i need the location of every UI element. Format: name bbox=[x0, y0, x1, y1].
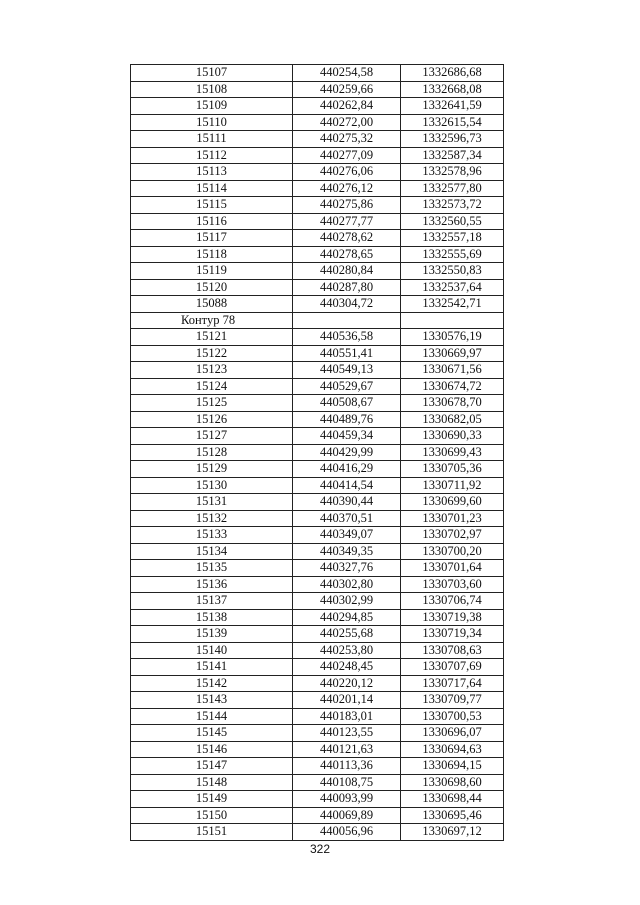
y-coordinate-cell: 1330719,38 bbox=[401, 609, 504, 626]
y-coordinate-cell: 1332578,96 bbox=[401, 164, 504, 181]
table-body bbox=[131, 65, 504, 841]
x-coordinate-cell: 440302,80 bbox=[293, 576, 401, 593]
point-id-cell: 15114 bbox=[131, 180, 293, 197]
x-coordinate-cell: 440536,58 bbox=[293, 329, 401, 346]
table-row bbox=[131, 510, 504, 527]
x-coordinate-cell: 440302,99 bbox=[293, 593, 401, 610]
y-coordinate-cell: 1332560,55 bbox=[401, 213, 504, 230]
coordinates-table bbox=[130, 64, 504, 841]
table-row bbox=[131, 378, 504, 395]
table-row bbox=[131, 774, 504, 791]
point-id-cell: 15110 bbox=[131, 114, 293, 131]
point-id-cell: 15129 bbox=[131, 461, 293, 478]
point-id-cell: 15133 bbox=[131, 527, 293, 544]
table-row bbox=[131, 692, 504, 709]
table-row bbox=[131, 329, 504, 346]
x-coordinate-cell: 440416,29 bbox=[293, 461, 401, 478]
x-coordinate-cell: 440255,68 bbox=[293, 626, 401, 643]
x-coordinate-cell: 440275,86 bbox=[293, 197, 401, 214]
y-coordinate-cell: 1330669,97 bbox=[401, 345, 504, 362]
y-coordinate-cell: 1330708,63 bbox=[401, 642, 504, 659]
point-id-cell: 15111 bbox=[131, 131, 293, 148]
point-id-cell: 15148 bbox=[131, 774, 293, 791]
point-id-cell: 15140 bbox=[131, 642, 293, 659]
point-id-cell: 15112 bbox=[131, 147, 293, 164]
y-coordinate-cell: 1332542,71 bbox=[401, 296, 504, 313]
x-coordinate-cell: 440220,12 bbox=[293, 675, 401, 692]
y-coordinate-cell: 1330671,56 bbox=[401, 362, 504, 379]
y-coordinate-cell: 1332555,69 bbox=[401, 246, 504, 263]
point-id-cell: 15135 bbox=[131, 560, 293, 577]
y-coordinate-cell: 1330678,70 bbox=[401, 395, 504, 412]
x-coordinate-cell: 440259,66 bbox=[293, 81, 401, 98]
y-coordinate-cell: 1332668,08 bbox=[401, 81, 504, 98]
point-id-cell: 15138 bbox=[131, 609, 293, 626]
table-row bbox=[131, 626, 504, 643]
table-row bbox=[131, 659, 504, 676]
table-row bbox=[131, 65, 504, 82]
table-row bbox=[131, 197, 504, 214]
table-row bbox=[131, 807, 504, 824]
point-id-cell: 15144 bbox=[131, 708, 293, 725]
x-coordinate-cell: 440113,36 bbox=[293, 758, 401, 775]
y-coordinate-cell: 1332641,59 bbox=[401, 98, 504, 115]
table-row bbox=[131, 180, 504, 197]
y-coordinate-cell: 1330701,23 bbox=[401, 510, 504, 527]
point-id-cell: 15119 bbox=[131, 263, 293, 280]
table-row bbox=[131, 824, 504, 841]
point-id-cell: 15127 bbox=[131, 428, 293, 445]
x-coordinate-cell: 440276,12 bbox=[293, 180, 401, 197]
x-coordinate-cell: 440549,13 bbox=[293, 362, 401, 379]
x-coordinate-cell: 440278,62 bbox=[293, 230, 401, 247]
y-coordinate-cell: 1330697,12 bbox=[401, 824, 504, 841]
y-coordinate-cell: 1330674,72 bbox=[401, 378, 504, 395]
section-row bbox=[131, 312, 504, 329]
table-row bbox=[131, 345, 504, 362]
y-coordinate-cell: 1332686,68 bbox=[401, 65, 504, 82]
table-row bbox=[131, 444, 504, 461]
y-coordinate-cell: 1330699,43 bbox=[401, 444, 504, 461]
point-id-cell: 15134 bbox=[131, 543, 293, 560]
table-row bbox=[131, 675, 504, 692]
point-id-cell: 15108 bbox=[131, 81, 293, 98]
table-row bbox=[131, 131, 504, 148]
table-row bbox=[131, 477, 504, 494]
table-row bbox=[131, 98, 504, 115]
table-row bbox=[131, 296, 504, 313]
x-coordinate-cell: 440253,80 bbox=[293, 642, 401, 659]
y-coordinate-cell: 1332596,73 bbox=[401, 131, 504, 148]
x-coordinate-cell: 440551,41 bbox=[293, 345, 401, 362]
x-coordinate-cell: 440183,01 bbox=[293, 708, 401, 725]
point-id-cell: 15109 bbox=[131, 98, 293, 115]
x-coordinate-cell: 440275,32 bbox=[293, 131, 401, 148]
point-id-cell: 15137 bbox=[131, 593, 293, 610]
empty-cell bbox=[293, 312, 401, 329]
point-id-cell: 15141 bbox=[131, 659, 293, 676]
table-row bbox=[131, 263, 504, 280]
y-coordinate-cell: 1332557,18 bbox=[401, 230, 504, 247]
point-id-cell: 15088 bbox=[131, 296, 293, 313]
y-coordinate-cell: 1330702,97 bbox=[401, 527, 504, 544]
y-coordinate-cell: 1332537,64 bbox=[401, 279, 504, 296]
x-coordinate-cell: 440429,99 bbox=[293, 444, 401, 461]
y-coordinate-cell: 1330717,64 bbox=[401, 675, 504, 692]
y-coordinate-cell: 1330698,60 bbox=[401, 774, 504, 791]
x-coordinate-cell: 440370,51 bbox=[293, 510, 401, 527]
x-coordinate-cell: 440056,96 bbox=[293, 824, 401, 841]
point-id-cell: 15121 bbox=[131, 329, 293, 346]
table-row bbox=[131, 576, 504, 593]
point-id-cell: 15142 bbox=[131, 675, 293, 692]
point-id-cell: 15120 bbox=[131, 279, 293, 296]
x-coordinate-cell: 440121,63 bbox=[293, 741, 401, 758]
x-coordinate-cell: 440294,85 bbox=[293, 609, 401, 626]
x-coordinate-cell: 440262,84 bbox=[293, 98, 401, 115]
x-coordinate-cell: 440390,44 bbox=[293, 494, 401, 511]
table-row bbox=[131, 642, 504, 659]
point-id-cell: 15107 bbox=[131, 65, 293, 82]
y-coordinate-cell: 1330682,05 bbox=[401, 411, 504, 428]
x-coordinate-cell: 440093,99 bbox=[293, 791, 401, 808]
point-id-cell: 15147 bbox=[131, 758, 293, 775]
point-id-cell: 15123 bbox=[131, 362, 293, 379]
y-coordinate-cell: 1330694,63 bbox=[401, 741, 504, 758]
table-row bbox=[131, 593, 504, 610]
y-coordinate-cell: 1330699,60 bbox=[401, 494, 504, 511]
table-row bbox=[131, 81, 504, 98]
point-id-cell: 15136 bbox=[131, 576, 293, 593]
x-coordinate-cell: 440327,76 bbox=[293, 560, 401, 577]
y-coordinate-cell: 1330700,53 bbox=[401, 708, 504, 725]
table-row bbox=[131, 791, 504, 808]
point-id-cell: 15117 bbox=[131, 230, 293, 247]
point-id-cell: 15145 bbox=[131, 725, 293, 742]
y-coordinate-cell: 1332550,83 bbox=[401, 263, 504, 280]
x-coordinate-cell: 440287,80 bbox=[293, 279, 401, 296]
section-label: Контур 78 bbox=[131, 312, 293, 329]
y-coordinate-cell: 1330711,92 bbox=[401, 477, 504, 494]
point-id-cell: 15143 bbox=[131, 692, 293, 709]
point-id-cell: 15150 bbox=[131, 807, 293, 824]
x-coordinate-cell: 440248,45 bbox=[293, 659, 401, 676]
point-id-cell: 15126 bbox=[131, 411, 293, 428]
y-coordinate-cell: 1330695,46 bbox=[401, 807, 504, 824]
table-row bbox=[131, 147, 504, 164]
x-coordinate-cell: 440489,76 bbox=[293, 411, 401, 428]
y-coordinate-cell: 1330694,15 bbox=[401, 758, 504, 775]
point-id-cell: 15146 bbox=[131, 741, 293, 758]
x-coordinate-cell: 440108,75 bbox=[293, 774, 401, 791]
y-coordinate-cell: 1330707,69 bbox=[401, 659, 504, 676]
table-row bbox=[131, 609, 504, 626]
x-coordinate-cell: 440304,72 bbox=[293, 296, 401, 313]
table-row bbox=[131, 246, 504, 263]
x-coordinate-cell: 440254,58 bbox=[293, 65, 401, 82]
table-row bbox=[131, 428, 504, 445]
point-id-cell: 15125 bbox=[131, 395, 293, 412]
point-id-cell: 15149 bbox=[131, 791, 293, 808]
point-id-cell: 15113 bbox=[131, 164, 293, 181]
table-row bbox=[131, 395, 504, 412]
y-coordinate-cell: 1330700,20 bbox=[401, 543, 504, 560]
y-coordinate-cell: 1330705,36 bbox=[401, 461, 504, 478]
y-coordinate-cell: 1330698,44 bbox=[401, 791, 504, 808]
x-coordinate-cell: 440277,77 bbox=[293, 213, 401, 230]
point-id-cell: 15115 bbox=[131, 197, 293, 214]
point-id-cell: 15132 bbox=[131, 510, 293, 527]
page-number: 322 bbox=[309, 842, 331, 856]
point-id-cell: 15124 bbox=[131, 378, 293, 395]
x-coordinate-cell: 440201,14 bbox=[293, 692, 401, 709]
point-id-cell: 15139 bbox=[131, 626, 293, 643]
x-coordinate-cell: 440278,65 bbox=[293, 246, 401, 263]
table-row bbox=[131, 758, 504, 775]
x-coordinate-cell: 440276,06 bbox=[293, 164, 401, 181]
table-row bbox=[131, 543, 504, 560]
y-coordinate-cell: 1330696,07 bbox=[401, 725, 504, 742]
point-id-cell: 15128 bbox=[131, 444, 293, 461]
x-coordinate-cell: 440277,09 bbox=[293, 147, 401, 164]
x-coordinate-cell: 440280,84 bbox=[293, 263, 401, 280]
y-coordinate-cell: 1330709,77 bbox=[401, 692, 504, 709]
table-row bbox=[131, 164, 504, 181]
x-coordinate-cell: 440529,67 bbox=[293, 378, 401, 395]
table-row bbox=[131, 725, 504, 742]
table-row bbox=[131, 213, 504, 230]
point-id-cell: 15116 bbox=[131, 213, 293, 230]
y-coordinate-cell: 1332587,34 bbox=[401, 147, 504, 164]
table-row bbox=[131, 494, 504, 511]
x-coordinate-cell: 440508,67 bbox=[293, 395, 401, 412]
table-row bbox=[131, 560, 504, 577]
y-coordinate-cell: 1330701,64 bbox=[401, 560, 504, 577]
table-row bbox=[131, 114, 504, 131]
x-coordinate-cell: 440349,07 bbox=[293, 527, 401, 544]
x-coordinate-cell: 440349,35 bbox=[293, 543, 401, 560]
table-row bbox=[131, 279, 504, 296]
table-row bbox=[131, 230, 504, 247]
x-coordinate-cell: 440272,00 bbox=[293, 114, 401, 131]
x-coordinate-cell: 440069,89 bbox=[293, 807, 401, 824]
y-coordinate-cell: 1330703,60 bbox=[401, 576, 504, 593]
x-coordinate-cell: 440414,54 bbox=[293, 477, 401, 494]
table-row bbox=[131, 461, 504, 478]
y-coordinate-cell: 1330576,19 bbox=[401, 329, 504, 346]
table-row bbox=[131, 362, 504, 379]
y-coordinate-cell: 1330706,74 bbox=[401, 593, 504, 610]
y-coordinate-cell: 1330719,34 bbox=[401, 626, 504, 643]
y-coordinate-cell: 1330690,33 bbox=[401, 428, 504, 445]
point-id-cell: 15122 bbox=[131, 345, 293, 362]
empty-cell bbox=[401, 312, 504, 329]
table-row bbox=[131, 411, 504, 428]
table-row bbox=[131, 708, 504, 725]
point-id-cell: 15118 bbox=[131, 246, 293, 263]
table-row bbox=[131, 527, 504, 544]
x-coordinate-cell: 440123,55 bbox=[293, 725, 401, 742]
point-id-cell: 15130 bbox=[131, 477, 293, 494]
y-coordinate-cell: 1332573,72 bbox=[401, 197, 504, 214]
x-coordinate-cell: 440459,34 bbox=[293, 428, 401, 445]
point-id-cell: 15131 bbox=[131, 494, 293, 511]
y-coordinate-cell: 1332615,54 bbox=[401, 114, 504, 131]
table-row bbox=[131, 741, 504, 758]
point-id-cell: 15151 bbox=[131, 824, 293, 841]
y-coordinate-cell: 1332577,80 bbox=[401, 180, 504, 197]
